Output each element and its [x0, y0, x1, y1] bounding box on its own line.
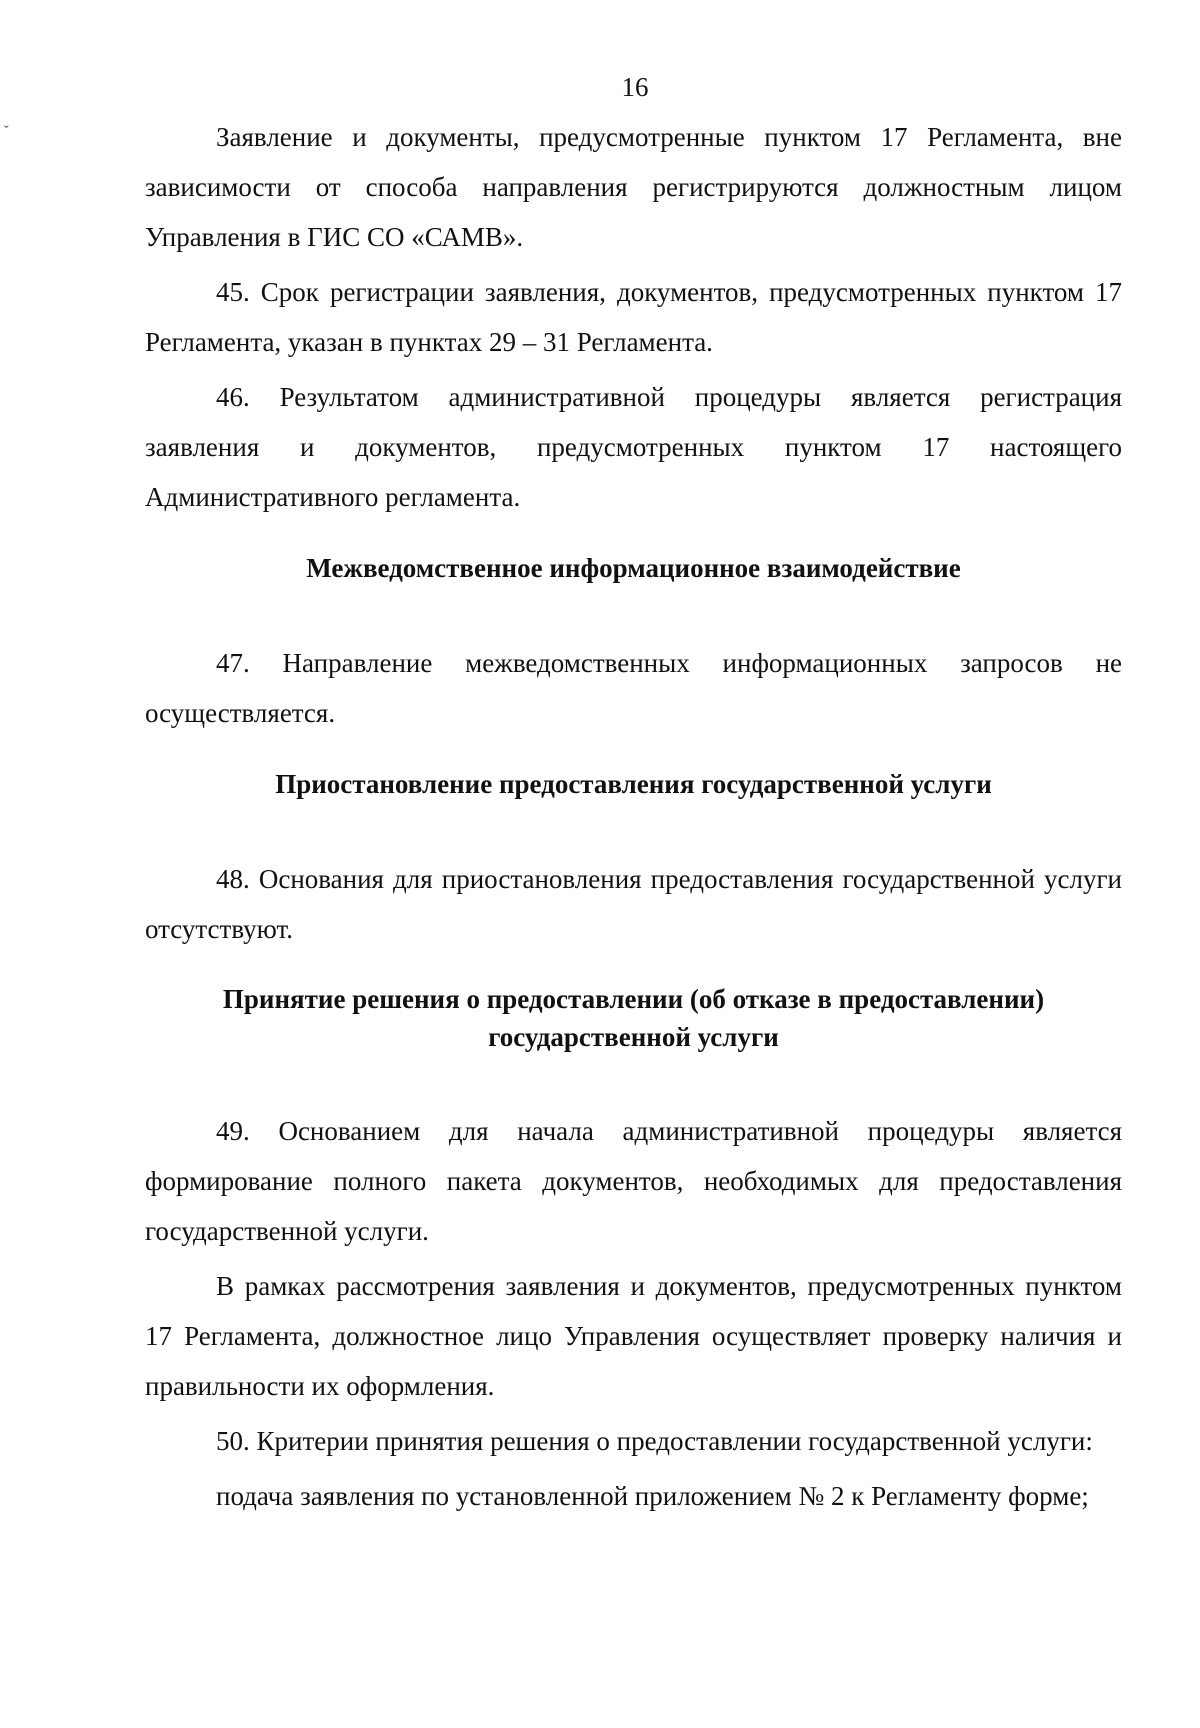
- section-heading-suspension: Приостановление предоставления государственной услуги: [275, 769, 992, 799]
- section-heading-decision-line-2: государственной услуги: [488, 1022, 779, 1052]
- section-heading-decision-line-1: Принятие решения о предоставлении (об отказе в предоставлении): [222, 984, 1045, 1014]
- paragraph-50: 50. Критерии принятия решения о предоставлении государственной услуги:: [216, 1426, 1093, 1456]
- paragraph-47: 47. Направление межведомственных информационных запросов не осуществляется.: [145, 648, 1122, 728]
- page-number: 16: [621, 72, 649, 102]
- paragraph-46: 46. Результатом административной процедуры является регистрация заявления и документов, предусмотренных пунктом 17 настоящего Административного регламента.: [145, 382, 1122, 512]
- paragraph-review: В рамках рассмотрения заявления и документов, предусмотренных пунктом 17 Регламента, должностное лицо Управления осуществляет проверку наличия и правильности их оформления.: [145, 1271, 1122, 1401]
- paragraph-registration-intro: Заявление и документы, предусмотренные пунктом 17 Регламента, вне зависимости от способа направления регистрируются должностным лицом Управления в ГИС СО «САМВ».: [145, 122, 1122, 252]
- document-body: [145, 112, 1122, 1526]
- paragraph-45: 45. Срок регистрации заявления, документов, предусмотренных пунктом 17 Регламента, указан в пунктах 29 – 31 Регламента.: [145, 277, 1122, 357]
- scan-artifact-mark: ˇ: [4, 124, 9, 139]
- paragraph-49: 49. Основанием для начала административной процедуры является формирование полного пакета документов, необходимых для предоставления государственной услуги.: [145, 1116, 1122, 1246]
- section-heading-decision: [145, 980, 1122, 1056]
- paragraph-48: 48. Основания для приостановления предоставления государственной услуги отсутствуют.: [145, 864, 1122, 944]
- section-heading-interagency: Межведомственное информационное взаимодействие: [306, 553, 961, 583]
- paragraph-criterion-form: подача заявления по установленной приложением № 2 к Регламенту форме;: [216, 1481, 1089, 1511]
